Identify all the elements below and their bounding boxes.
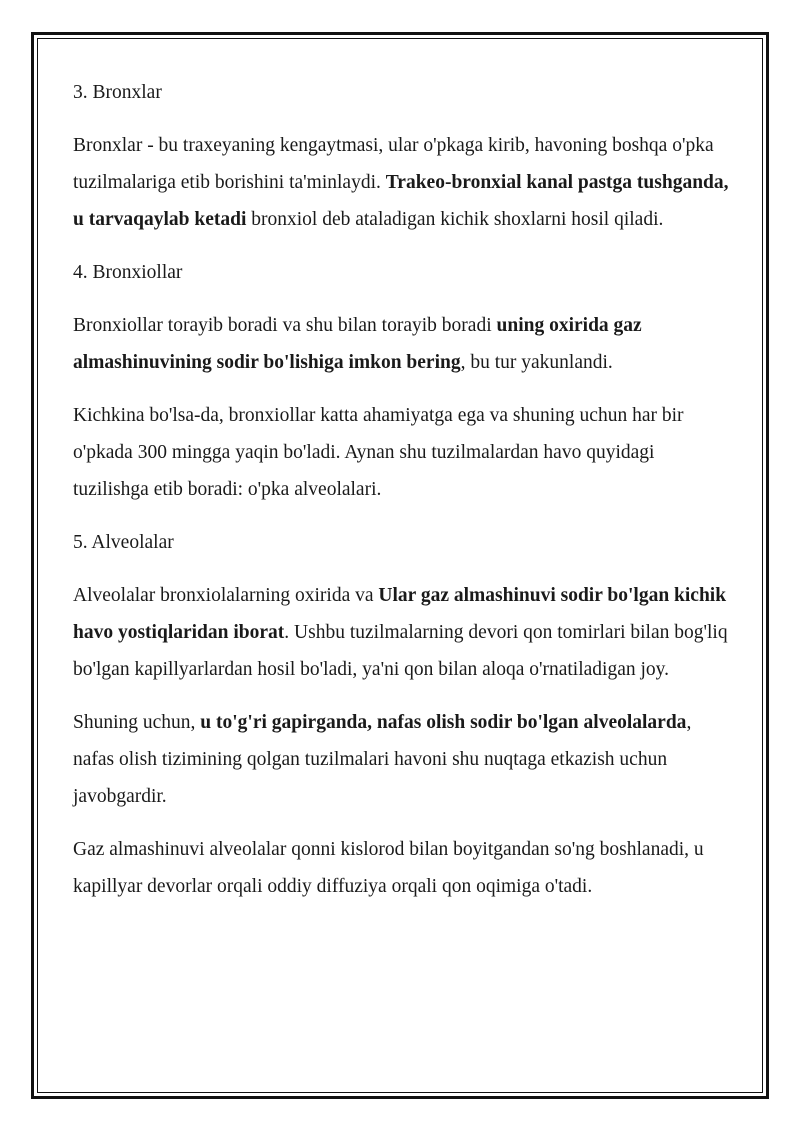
paragraph-bronxiollar-size: Kichkina bo'lsa-da, bronxiollar katta ahamiyatga ega va shuning uchun har bir o'pkada 300 mingga yaqin bo'ladi. Aynan shu tuzilmalardan havo quyidagi tuzilishga etib boradi: o'pka alveolalari. [73, 405, 684, 500]
section-heading-bronxlar: 3. Bronxlar [73, 82, 162, 103]
text-span: , nafas olish tizimining qolgan tuzilmalari havoni shu nuqtaga etkazish uchun javobgardir. [73, 712, 692, 807]
text-span: Bronxiollar torayib boradi va shu bilan torayib boradi [73, 315, 497, 336]
document-body [73, 74, 733, 921]
bold-span: u to'g'ri gapirganda, nafas olish sodir bo'lgan alveolalarda [200, 712, 687, 733]
text-span: , bu tur yakunlandi. [460, 352, 613, 373]
paragraph-alveolalar-breathing [73, 704, 733, 815]
section-heading-alveolalar: 5. Alveolalar [73, 532, 174, 553]
section-heading-bronxiollar: 4. Bronxiollar [73, 262, 183, 283]
text-span: Shuning uchun, [73, 712, 201, 733]
bold-span: Ular gaz almashinuvi sodir bo'lgan kichik havo yostiqlaridan iborat [73, 585, 727, 643]
text-span: Bronxlar - bu traxeyaning kengaytmasi, ular o'pkaga kirib, havoning boshqa o'pka tuzilmalariga etib borishini ta'minlaydi. [73, 135, 714, 193]
text-span: bronxiol deb ataladigan kichik shoxlarni hosil qiladi. [246, 209, 664, 230]
bold-span: uning oxirida gaz almashinuvining sodir bo'lishiga imkon bering [73, 315, 642, 373]
paragraph-bronxiollar [73, 307, 733, 381]
bold-span: Trakeo-bronxial kanal pastga tushganda, u tarvaqaylab ketadi [73, 172, 729, 230]
text-span: . Ushbu tuzilmalarning devori qon tomirlari bilan bog'liq bo'lgan kapillyarlardan hosil bo'ladi, ya'ni qon bilan aloqa o'rnatiladigan joy. [73, 622, 728, 680]
paragraph-bronxlar [73, 127, 733, 238]
text-span: Alveolalar bronxiolalarning oxirida va [73, 585, 379, 606]
paragraph-gas-exchange: Gaz almashinuvi alveolalar qonni kislorod bilan boyitgandan so'ng boshlanadi, u kapillyar devorlar orqali oddiy diffuziya orqali qon oqimiga o'tadi. [73, 839, 704, 897]
paragraph-alveolalar [73, 577, 733, 688]
